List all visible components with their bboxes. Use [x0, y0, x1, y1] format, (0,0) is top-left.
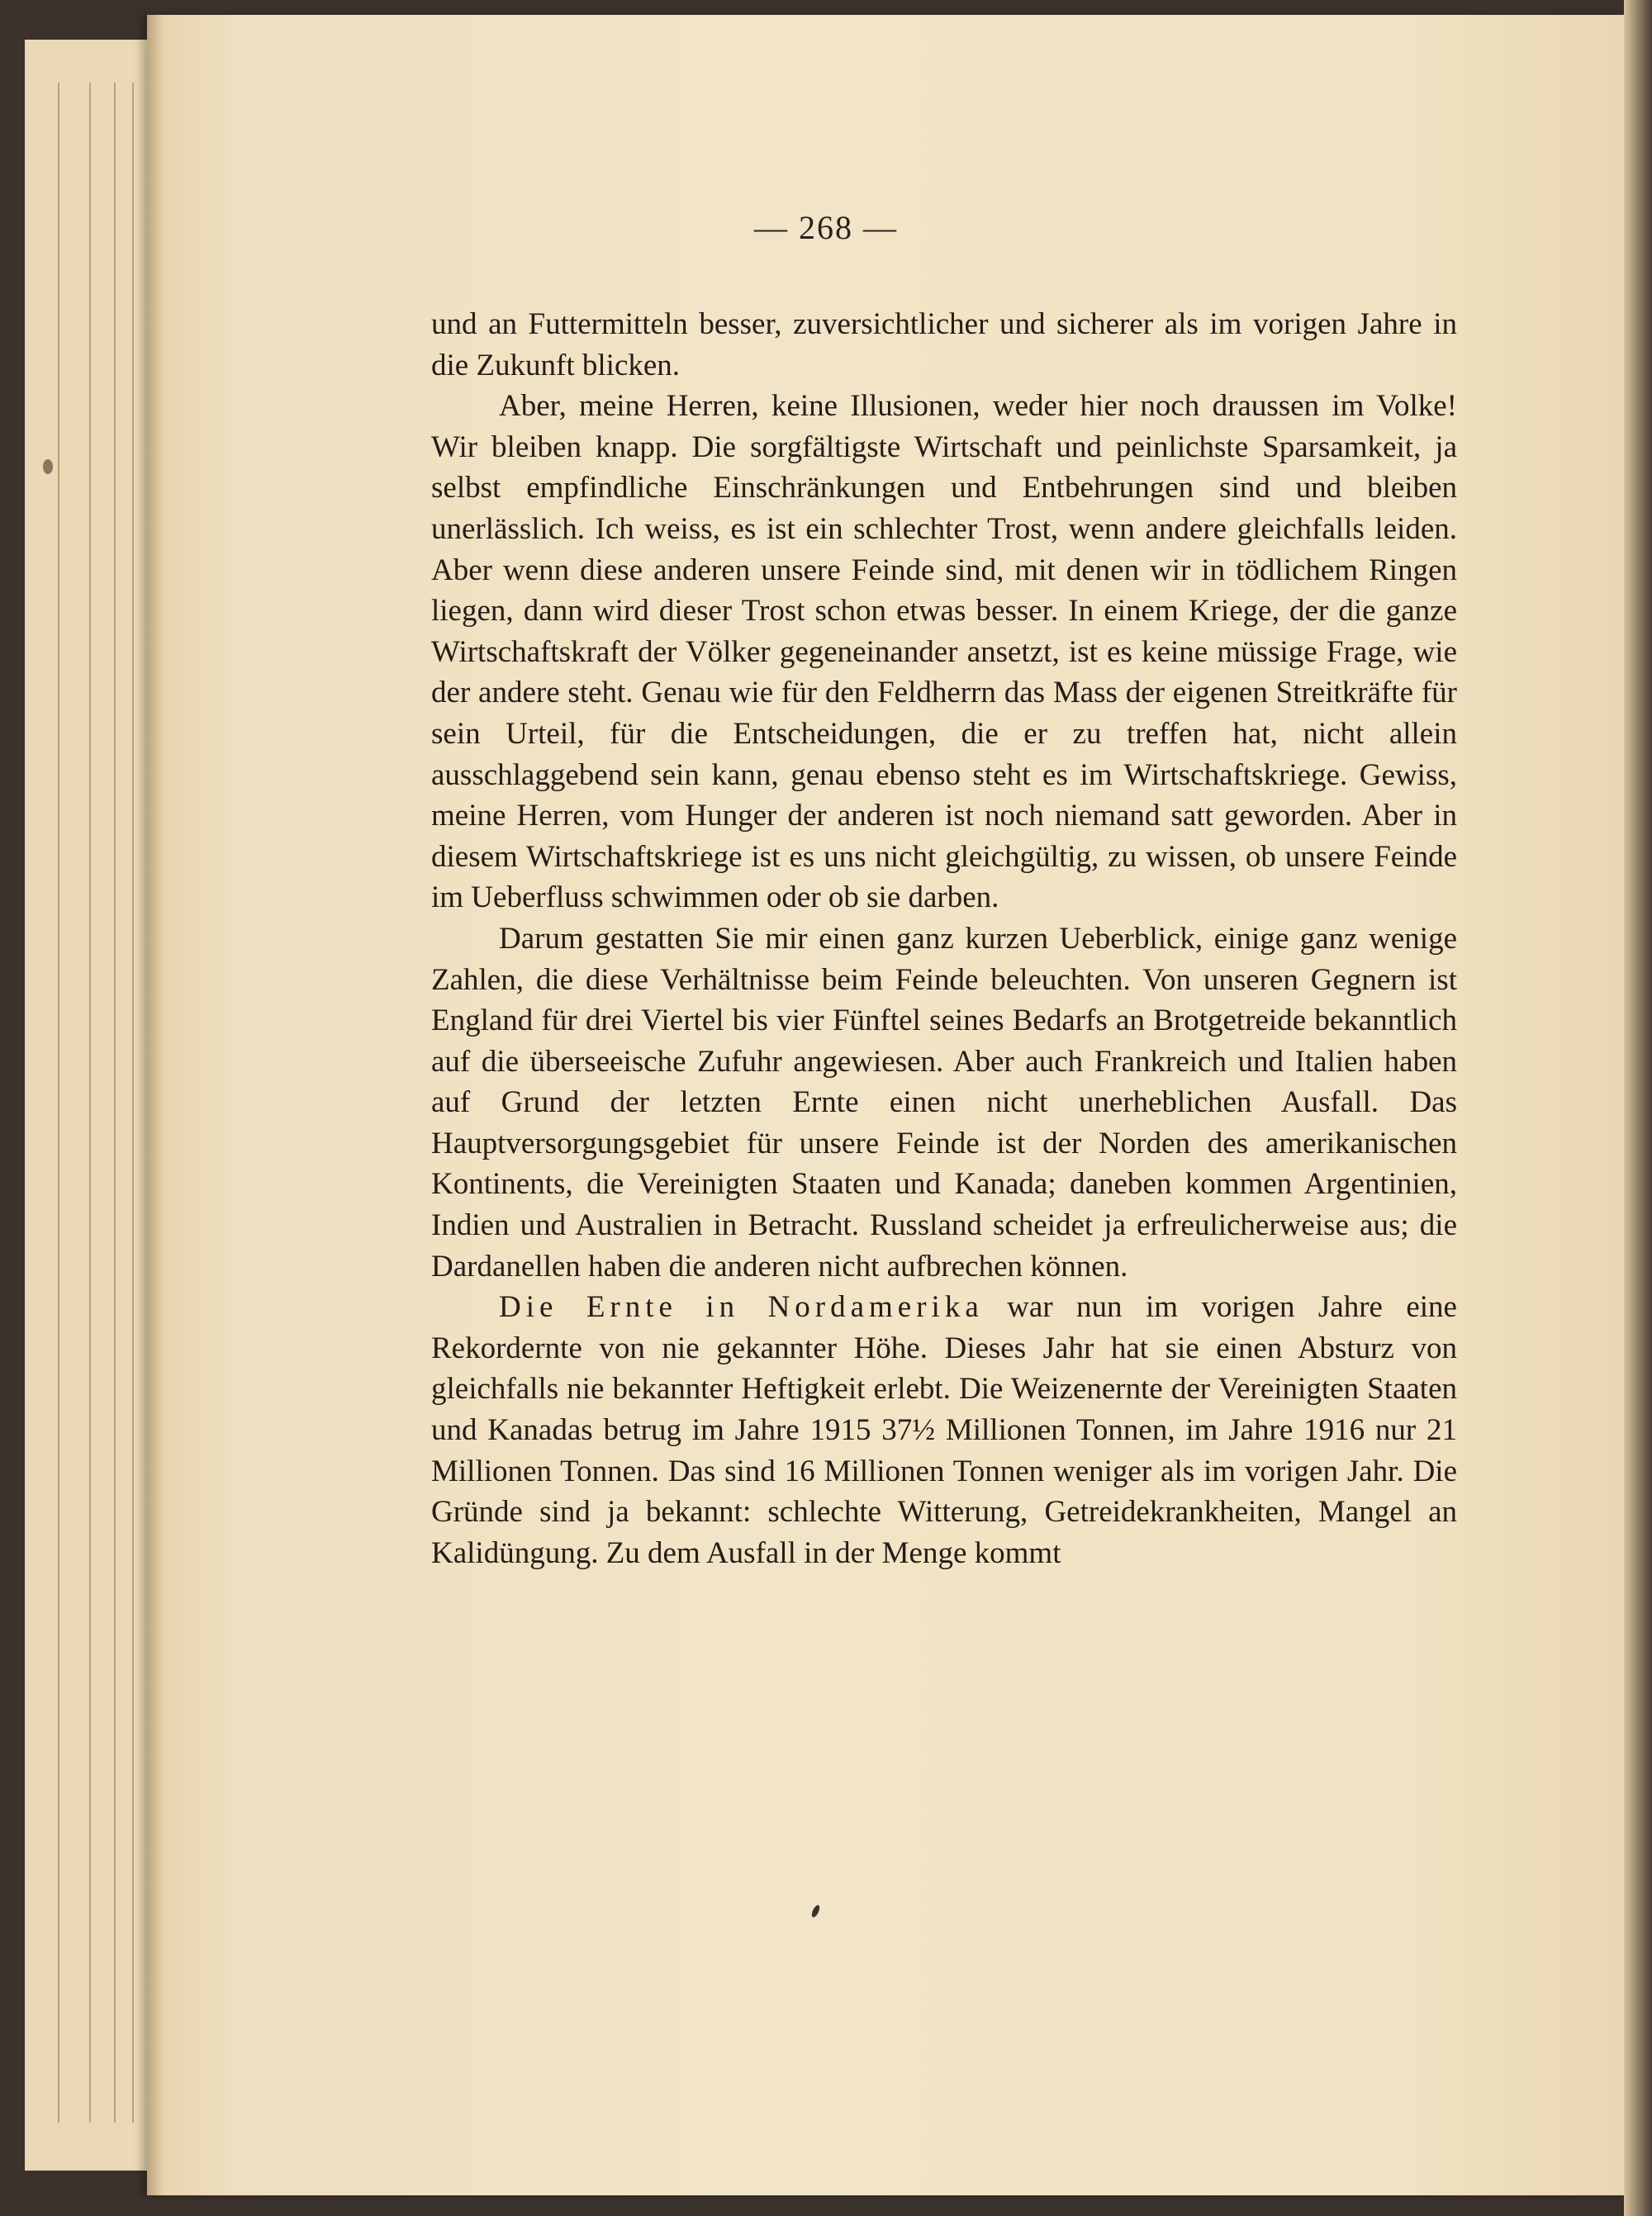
page-right-edge — [1624, 0, 1652, 2216]
paragraph: Aber, meine Herren, keine Illusionen, weder hier noch draussen im Volke! Wir bleiben knapp. Die sorgfältigste Wirtschaft und peinlichste Sparsamkeit, ja selbst empfindliche Einschränkungen und Entbehrungen sind und bleiben unerlässlich. Ich weiss, es ist ein schlechter Trost, wenn andere gleichfalls leiden. Aber wenn diese anderen unsere Feinde sind, mit denen wir in tödlichem Ringen liegen, dann wird dieser Trost schon etwas besser. In einem Kriege, der die ganze Wirtschaftskraft der Völker gegeneinander ansetzt, ist es keine müssige Frage, wie der andere steht. Genau wie für den Feldherrn das Mass der eigenen Streitkräfte für sein Urteil, für die Entscheidungen, die er zu treffen hat, nicht allein ausschlaggebend sein kann, genau ebenso steht es im Wirtschaftskriege. Gewiss, meine Herren, vom Hunger der anderen ist noch niemand satt geworden. Aber in diesem Wirtschaftskriege ist es uns nicht gleichgültig, zu wissen, ob unsere Feinde im Ueberfluss schwimmen oder ob sie darben. — [431, 389, 1457, 915]
body-text — [431, 304, 1457, 1573]
page-edge-line — [132, 83, 134, 2123]
paper-speck — [43, 459, 53, 474]
paragraph: und an Futtermitteln besser, zuversichtlicher und sicherer als im vorigen Jahre in die Zukunft blicken. — [431, 307, 1457, 382]
paragraph: Darum gestatten Sie mir einen ganz kurzen Ueberblick, einige ganz wenige Zahlen, die diese Verhältnisse beim Feinde beleuchten. Von unseren Gegnern ist England für drei Viertel bis vier Fünftel seines Bedarfs an Brotgetreide bekanntlich auf die überseeische Zufuhr angewiesen. Aber auch Frankreich und Italien haben auf Grund der letzten Ernte einen nicht unerheblichen Ausfall. Das Hauptversorgungsgebiet für unsere Feinde ist der Norden des amerikanischen Kontinents, die Vereinigten Staaten und Kanada; daneben kommen Argentinien, Indien und Australien in Betracht. Russland scheidet ja erfreulicherweise aus; die Dardanellen haben die anderen nicht aufbrechen können. — [431, 921, 1457, 1284]
page-gutter-shadow — [147, 15, 164, 2195]
page-edge-line — [58, 83, 59, 2123]
paragraph — [431, 1287, 1457, 1573]
page-edge-line — [89, 83, 91, 2123]
spaced-emphasis: Die Ernte in Nordamerika — [499, 1290, 984, 1325]
page-edge-line — [114, 83, 116, 2123]
page-number: — 268 — — [754, 209, 898, 246]
paragraph-text: war nun im vorigen Jahre eine Rekordernte von nie gekannter Höhe. Dieses Jahr hat sie einen Absturz von gleichfalls nie bekannter Heftigkeit erlebt. Die Weizenernte der Vereinigten Staaten und Kanadas betrug im Jahre 1915 37½ Millionen Tonnen, im Jahre 1916 nur 21 Millionen Tonnen. Das sind 16 Millionen Tonnen weniger als im vorigen Jahr. Die Gründe sind ja bekannt: schlechte Witterung, Getreidekrankheiten, Mangel an Kalidüngung. Zu dem Ausfall in der Menge kommt — [431, 1290, 1457, 1570]
